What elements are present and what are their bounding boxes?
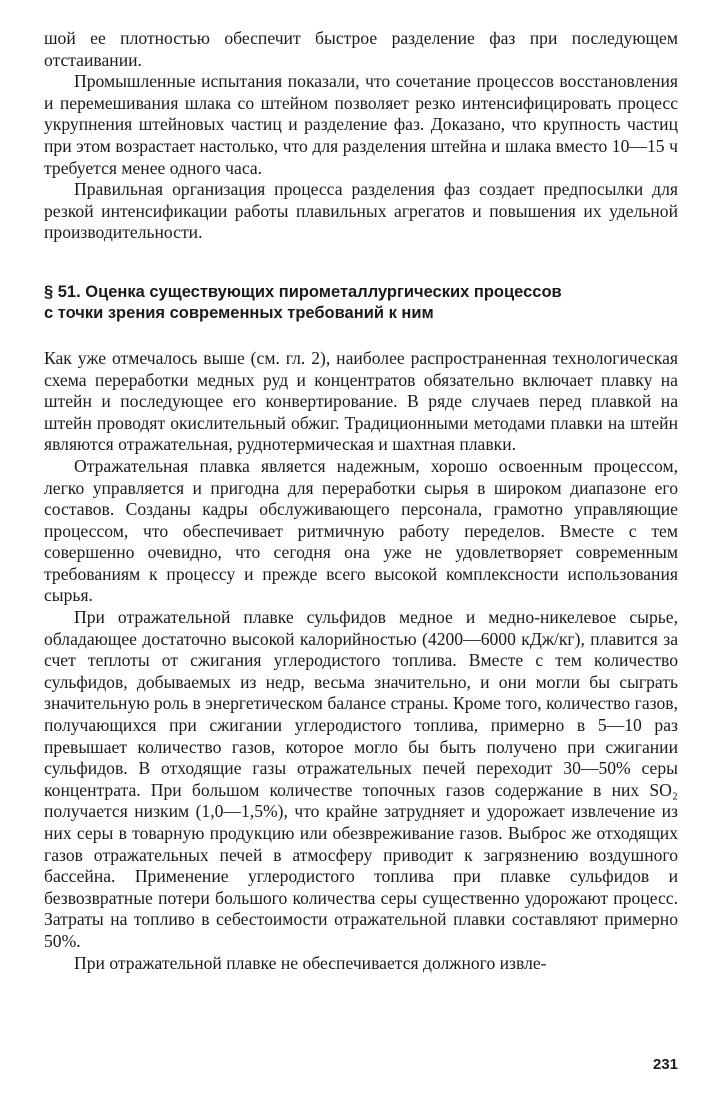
paragraph-phase-separation: Правильная организация процесса разделения фаз создает предпосылки для резкой интенсификации работы плавильных агрегатов и повышения их удельной производительности. [44,179,678,243]
paragraph-sulfide-smelting: При отражательной плавке сульфидов медное и медно-никелевое сырье, обладающее достаточно высокой калорийностью (4200—6000 кДж/кг), плавится за счет теплоты от сжигания углеродистого топлива. Вместе с тем количество сульфидов, добываемых из недр, весьма значительно, и они могли бы сыграть значительную роль в энергетическом балансе страны. Кроме того, количество газов, получающихся при сжигании углеродистого топлива, примерно в 5—10 раз превышает количество газов, которое могло бы быть получено при сжигании сульфидов. В отходящие газы отражательных печей переходит 30—50% серы концентрата. При большом количестве топочных газов содержание в них SO₂ получается низким (1,0—1,5%), что крайне затрудняет и удорожает извлечение из них серы в товарную продукцию или обезвреживание газов. Выброс же отходящих газов отражательных печей в атмосферу приводит к загрязнению воздушного бассейна. Применение углеродистого топлива при плавке сульфидов и безвозвратные потери большого количества серы существенно удорожают процесс. Затраты на топливо в себестоимости отражательной плавки составляют примерно 50%. [44,607,678,951]
paragraph-reverberatory-smelting: Отражательная плавка является надежным, хорошо освоенным процессом, легко управляется и пригодна для переработки сырья в широком диапазоне его составов. Созданы кадры обслуживающего персонала, грамотно управляющие процессом, что обеспечивает ритмичную работу переделов. Вместе с тем совершенно очевидно, что сегодня она уже не удовлетворяет современным требованиям к процессу и прежде всего высокой комплексности использования сырья. [44,455,678,606]
paragraph-continuation: шой ее плотностью обеспечит быстрое разделение фаз при последующем отстаивании. [44,28,678,70]
page-body [44,28,678,974]
section-title-line-2: с точки зрения современных требований к ним [44,303,434,322]
paragraph-technology-scheme: Как уже отмечалось выше (см. гл. 2), наиболее распространенная технологическая схема переработки медных руд и концентратов обязательно включает плавку на штейн и последующее его конвертирование. В ряде случаев перед плавкой на штейн проводят окислительный обжиг. Традиционными методами плавки на штейн являются отражательная, руднотермическая и шахтная плавки. [44,347,678,455]
paragraph-final-line: При отражательной плавке не обеспечивается должного извле- [74,952,547,973]
paragraph-industrial-tests: Промышленные испытания показали, что сочетание процессов восстановления и перемешивания шлака со штейном позволяет резко интенсифицировать процесс укрупнения штейновых частиц и разделение фаз. Доказано, что крупность частиц при этом возрастает настолько, что для разделения штейна и шлака вместо 10—15 ч требуется менее одного часа. [44,71,678,178]
section-heading [44,282,678,324]
section-title-line-1: § 51. Оценка существующих пирометаллургических процессов [44,282,562,301]
page-number: 231 [652,1056,678,1073]
